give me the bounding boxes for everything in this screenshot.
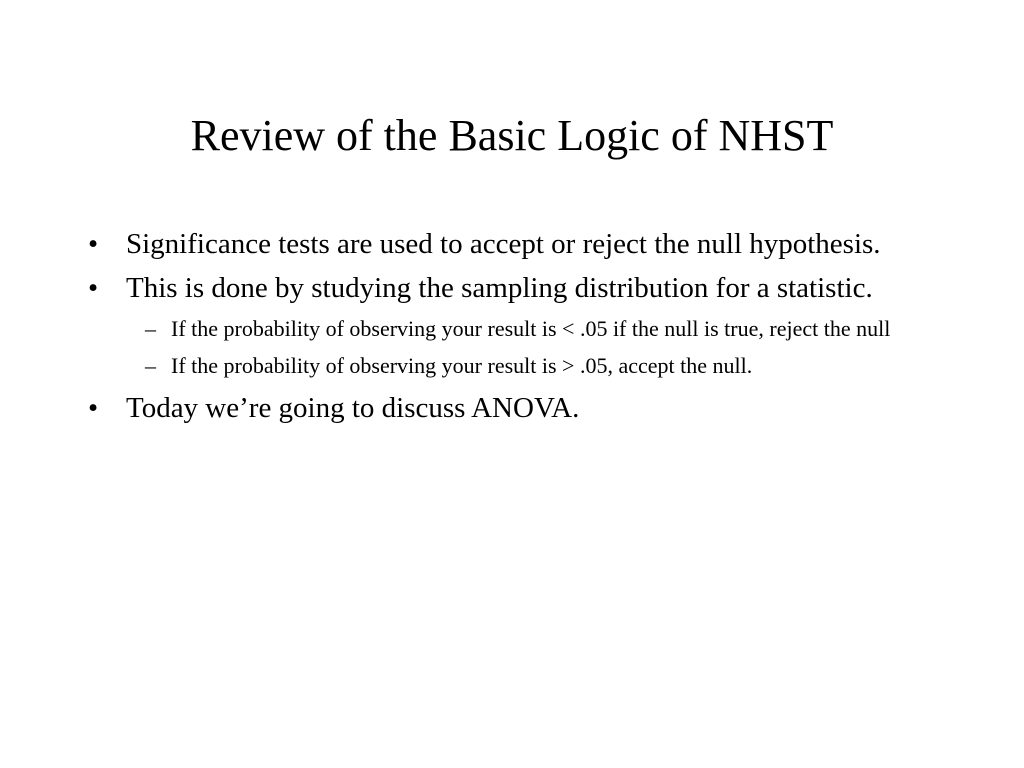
sub-bullet-marker: – [145, 353, 156, 378]
sub-bullet-marker: – [145, 316, 156, 341]
sub-bullet-text: If the probability of observing your result is < .05 if the null is true, reject the null [171, 316, 891, 341]
slide-body [88, 226, 948, 434]
bullet-marker: • [88, 392, 99, 424]
bullet-item-2 [88, 270, 948, 306]
sub-bullet-item-2 [88, 351, 948, 380]
bullet-item-3 [88, 390, 948, 426]
bullet-marker: • [88, 272, 99, 304]
bullet-marker: • [88, 228, 99, 260]
bullet-text: This is done by studying the sampling distribution for a statistic. [126, 272, 873, 304]
bullet-text: Significance tests are used to accept or reject the null hypothesis. [126, 228, 881, 260]
bullet-text: Today we’re going to discuss ANOVA. [126, 392, 580, 424]
sub-bullet-text: If the probability of observing your result is > .05, accept the null. [171, 353, 753, 378]
bullet-item-1 [88, 226, 948, 262]
slide-title: Review of the Basic Logic of NHST [190, 111, 834, 160]
sub-bullet-list [88, 314, 948, 380]
sub-bullet-item-1 [88, 314, 948, 343]
